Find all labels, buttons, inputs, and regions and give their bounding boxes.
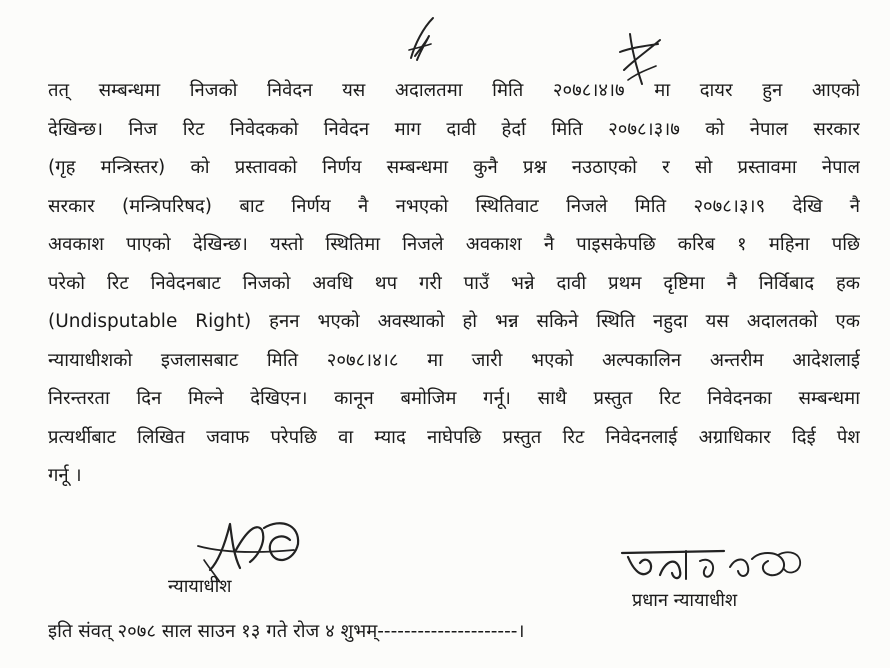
order-date-footer: इति संवत् २०७८ साल साउन १३ गते रोज ४ शुभम्---------------------। <box>48 621 525 642</box>
body-line-11: गर्नू । <box>48 465 82 486</box>
chief-justice-signature <box>620 545 810 590</box>
body-line-5: अवकाश पाएको देखिन्छ। यस्तो स्थितिमा निजले अवकाश नै पाइसकेपछि करिब १ महिना पछि <box>48 234 860 255</box>
initial-mark-top-left <box>405 14 439 66</box>
body-line-2: देखिन्छ। निज रिट निवेदकको निवेदन माग दावी हेर्दा मिति २०७८।३।७ को नेपाल सरकार <box>48 118 860 140</box>
body-line-8: न्यायाधीशको इजलासबाट मिति २०७८।४।८ मा जारी भएको अल्पकालिन अन्तरीम आदेशलाई <box>48 349 860 371</box>
body-line-3: (गृह मन्त्रिस्तर) को प्रस्तावको निर्णय सम्बन्धमा कुनै प्रश्न नउठाएको र सो प्रस्तावमा नेपाल <box>48 157 860 178</box>
body-line-1: तत् सम्बन्धमा निजको निवेदन यस अदालतमा मिति २०७८।४।७ मा दायर हुन आएको <box>48 80 860 101</box>
body-line-7: (Undisputable Right) हनन भएको अवस्थाको हो भन्न सकिने स्थिति नहुदा यस अदालतको एक <box>48 311 860 332</box>
body-line-4: सरकार (मन्त्रिपरिषद) बाट निर्णय नै नभएको स्थितिवाट निजले मिति २०७८।३।९ देखि नै <box>48 195 860 217</box>
body-line-6: परेको रिट निवेदनबाट निजको अवधि थप गरी पाउँ भन्ने दावी प्रथम दृष्टिमा नै निर्विबाद हक <box>48 272 860 294</box>
order-body-text <box>48 72 860 496</box>
body-line-9: निरन्तरता दिन मिल्ने देखिएन। कानून बमोजिम गर्नू। साथै प्रस्तुत रिट निवेदनका सम्बन्धमा <box>48 388 860 409</box>
chief-justice-label: प्रधान न्यायाधीश <box>632 590 738 611</box>
judge-label: न्यायाधीश <box>168 576 232 597</box>
body-line-10: प्रत्यर्थीबाट लिखित जवाफ परेपछि वा म्याद नाघेपछि प्रस्तुत रिट निवेदनलाई अग्राधिकार दिई पेश <box>48 426 860 448</box>
